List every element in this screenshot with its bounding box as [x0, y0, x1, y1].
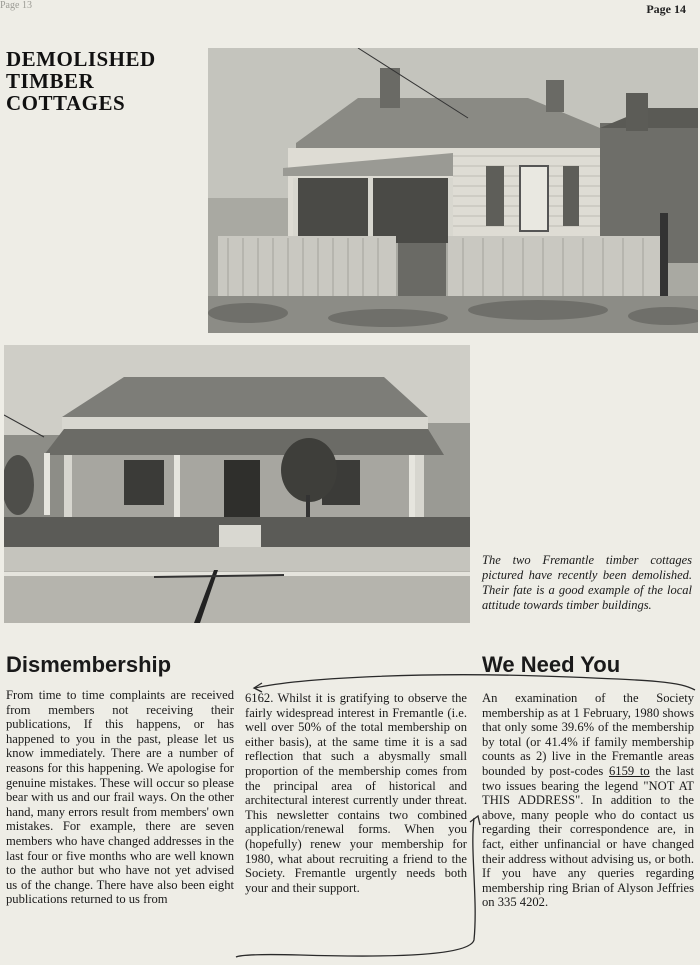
photo-timber-cottage-street — [4, 345, 470, 623]
section-heading-we-need-you: We Need You — [482, 652, 621, 677]
headline-line: COTTAGES — [6, 91, 126, 115]
headline — [6, 48, 206, 114]
dismembership-column-1: From time to time complaints are received from members not receiving their publications, If this happens, or has happened to you in the past, please let us know immediately. There are a number of reasons for this happening. We apologise for genuine mistakes. These will occur so please bear with us and our frail ways. On the other hand, many errors result from members' own mistakes. For example, there are seven members who have changed addresses in the last four or five months who are well known to the author but who have not yet advised us of the change. There have also been eight publications returned to us from — [6, 688, 234, 907]
dismembership-column-2: 6162. Whilst it is gratifying to observe the fairly widespread interest in Fremantle (i.e. well over 50% of the total membership on either basis), at the same time it is a sad reflection that such a abysmally small proportion of the membership comes from the principal area of historical and architectural interest currently under threat. This newsletter contains two combined application/renewal forms. When you (hopefully) renew your membership for 1980, what about recruiting a friend to the Society. Fremantle urgently needs both your and their support. — [245, 691, 467, 895]
postcode-underlined: 6159 to — [608, 763, 650, 778]
we-need-you-column — [482, 691, 694, 910]
page-number: Page 14 — [646, 2, 686, 16]
photo-caption: The two Fremantle timber cottages pictured have recently been demolished. Their fate is a good example of the local attitude towards timber buildings. — [482, 553, 692, 612]
we-need-you-text: An examination of the Society membership as at 1 February, 1980 shows that only some 39.6% of the membership by total (or 41.4% if family membership counts as 2) live in the Fremantle areas bounded by post-codes — [482, 691, 694, 778]
faint-page-number: Page 13 — [0, 0, 32, 11]
we-need-you-text-cont: the last two issues bearing the legend "NOT AT THIS ADDRESS". In addition to the above, many people who do contact us regarding their correspondence are, in fact, either unfinancial or have changed their address without advising us, or both. If you have any queries regarding membership ring Brian of Alyson Jeffries on 335 4202. — [482, 763, 694, 910]
photo-timber-cottage-fence — [208, 48, 698, 333]
headline-line: DEMOLISHED — [6, 47, 156, 71]
section-heading-dismembership: Dismembership — [6, 652, 172, 677]
headline-line: TIMBER — [6, 69, 95, 93]
